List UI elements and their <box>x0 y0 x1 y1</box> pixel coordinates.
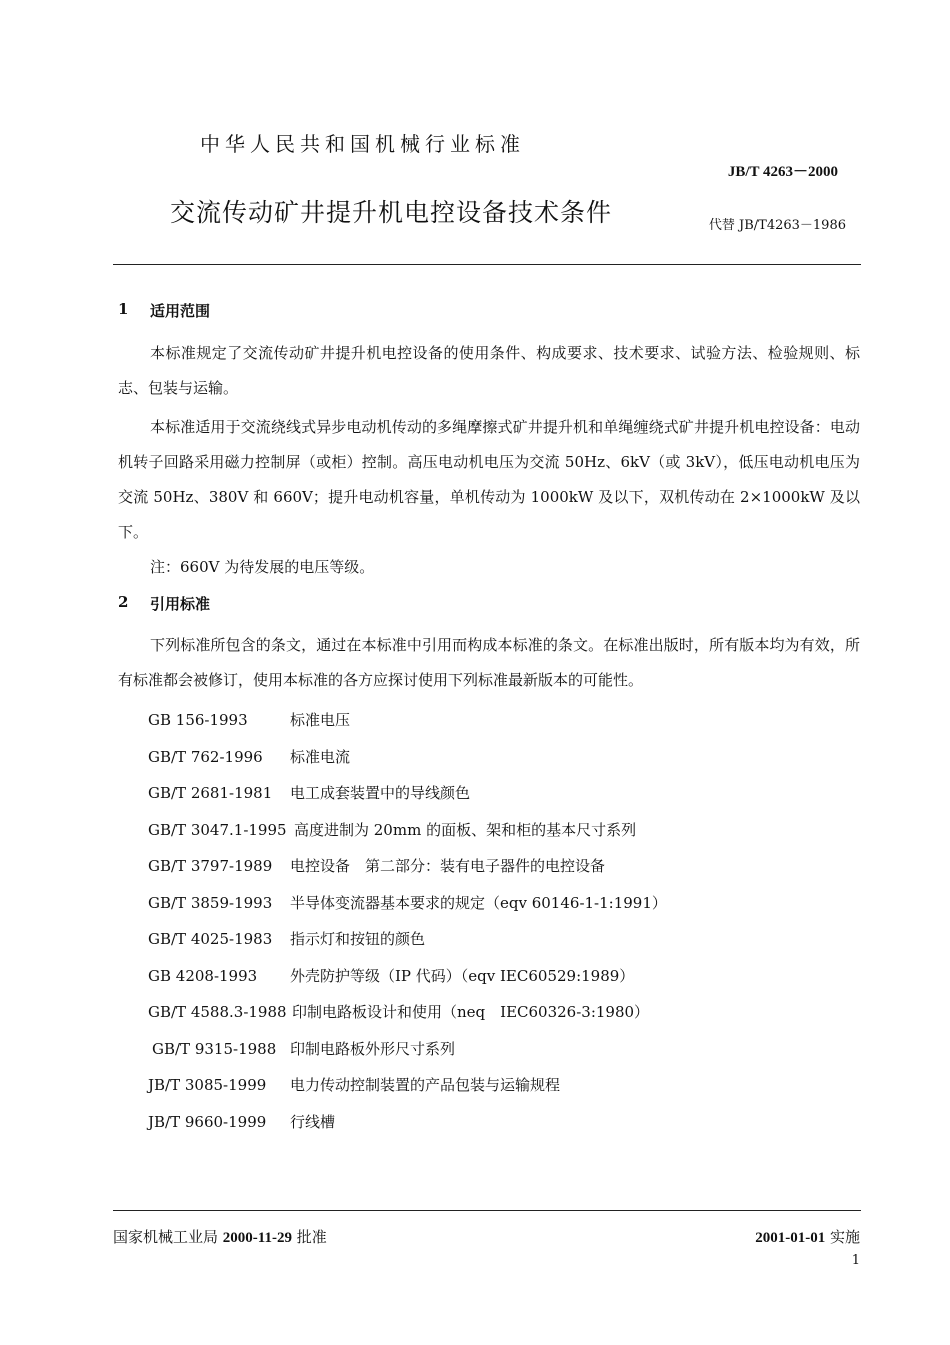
section-number: 1 <box>118 300 129 318</box>
reference-title: 电控设备 第二部分：装有电子器件的电控设备 <box>290 857 606 875</box>
section-number: 2 <box>118 593 129 611</box>
reference-item <box>148 994 848 1031</box>
reference-item <box>148 848 848 885</box>
approver: 国家机械工业局 <box>113 1228 219 1246</box>
reference-title: 标准电压 <box>290 711 351 729</box>
reference-title: 指示灯和按钮的颜色 <box>290 930 426 948</box>
footer-divider <box>113 1210 861 1211</box>
reference-code: GB/T 4025-1983 <box>148 930 273 948</box>
reference-code: GB/T 2681-1981 <box>148 784 273 802</box>
reference-title: 电工成套装置中的导线颜色 <box>290 784 471 802</box>
page-number: 1 <box>851 1253 860 1268</box>
section-2-paragraph-1: 下列标准所包含的条文，通过在本标准中引用而构成本标准的条文。在标准出版时，所有版本均为有效，所有标准都会被修订，使用本标准的各方应探讨使用下列标准最新版本的可能性。 <box>118 636 860 689</box>
reference-code: JB/T 3085-1999 <box>148 1076 267 1094</box>
section-1-paragraph-1: 本标准规定了交流传动矿井提升机电控设备的使用条件、构成要求、技术要求、试验方法、检验规则、标志、包装与运输。 <box>118 344 860 397</box>
reference-item <box>148 775 848 812</box>
reference-title: 电力传动控制装置的产品包装与运输规程 <box>290 1076 561 1094</box>
approval-line <box>113 1226 327 1247</box>
reference-title: 印制电路板设计和使用（neq IEC60326-3:1980） <box>292 1003 650 1021</box>
reference-title: 外壳防护等级（IP 代码）（eqv IEC60529:1989） <box>290 966 635 985</box>
reference-code: GB/T 3047.1-1995 <box>148 820 287 839</box>
section-1-paragraph-2: 本标准适用于交流绕线式异步电动机传动的多绳摩擦式矿井提升机和单绳缠绕式矿井提升机电控设备：电动机转子回路采用磁力控制屏（或柜）控制。高压电动机电压为交流 50Hz、6kV（或 3kV），低压电动机电压为交流 50Hz、380V 和 660V；提升电动机容量，单机传动为 1000kW 及以下，双机传动在 2×1000kW 及以下。 <box>118 418 860 541</box>
issuing-organization: 中华人民共和国机械行业标准 <box>200 132 525 156</box>
reference-title: 行线槽 <box>290 1112 336 1131</box>
reference-title: 标准电流 <box>290 747 351 766</box>
reference-item <box>148 702 848 739</box>
effective-word: 实施 <box>829 1228 860 1246</box>
reference-title: 高度进制为 20mm 的面板、架和柜的基本尺寸系列 <box>294 820 637 839</box>
reference-item <box>148 921 848 958</box>
reference-item <box>148 739 848 776</box>
reference-code: GB/T 3859-1993 <box>148 893 273 912</box>
section-title: 适用范围 <box>150 302 211 320</box>
reference-title: 印制电路板外形尺寸系列 <box>290 1039 456 1058</box>
standard-number: JB/T 4263－2000 <box>727 164 838 180</box>
effective-date: 2001-01-01 <box>755 1230 826 1246</box>
reference-code: JB/T 9660-1999 <box>148 1112 267 1131</box>
reference-item <box>148 1067 848 1104</box>
reference-code: GB/T 762-1996 <box>148 747 263 766</box>
effective-line <box>755 1226 860 1247</box>
reference-code: GB/T 4588.3-1988 <box>148 1003 287 1021</box>
reference-title: 半导体变流器基本要求的规定（eqv 60146-1-1:1991） <box>290 893 667 912</box>
section-title: 引用标准 <box>150 595 211 613</box>
approve-date: 2000-11-29 <box>222 1230 292 1246</box>
section-1-note: 注：660V 为待发展的电压等级。 <box>150 558 375 576</box>
replaces-standard: 代替 JB/T4263－1986 <box>708 218 846 233</box>
reference-item <box>148 1104 848 1141</box>
reference-item <box>148 885 848 922</box>
reference-code: GB/T 9315-1988 <box>152 1039 277 1058</box>
reference-code: GB 156-1993 <box>148 711 248 729</box>
reference-code: GB 4208-1993 <box>148 966 258 985</box>
document-title: 交流传动矿井提升机电控设备技术条件 <box>170 198 613 227</box>
reference-item <box>148 958 848 995</box>
reference-code: GB/T 3797-1989 <box>148 857 273 875</box>
reference-item <box>148 1031 848 1068</box>
reference-item <box>148 812 848 849</box>
header-divider <box>113 264 861 265</box>
reference-list <box>148 702 848 1140</box>
approve-word: 批准 <box>296 1228 327 1246</box>
